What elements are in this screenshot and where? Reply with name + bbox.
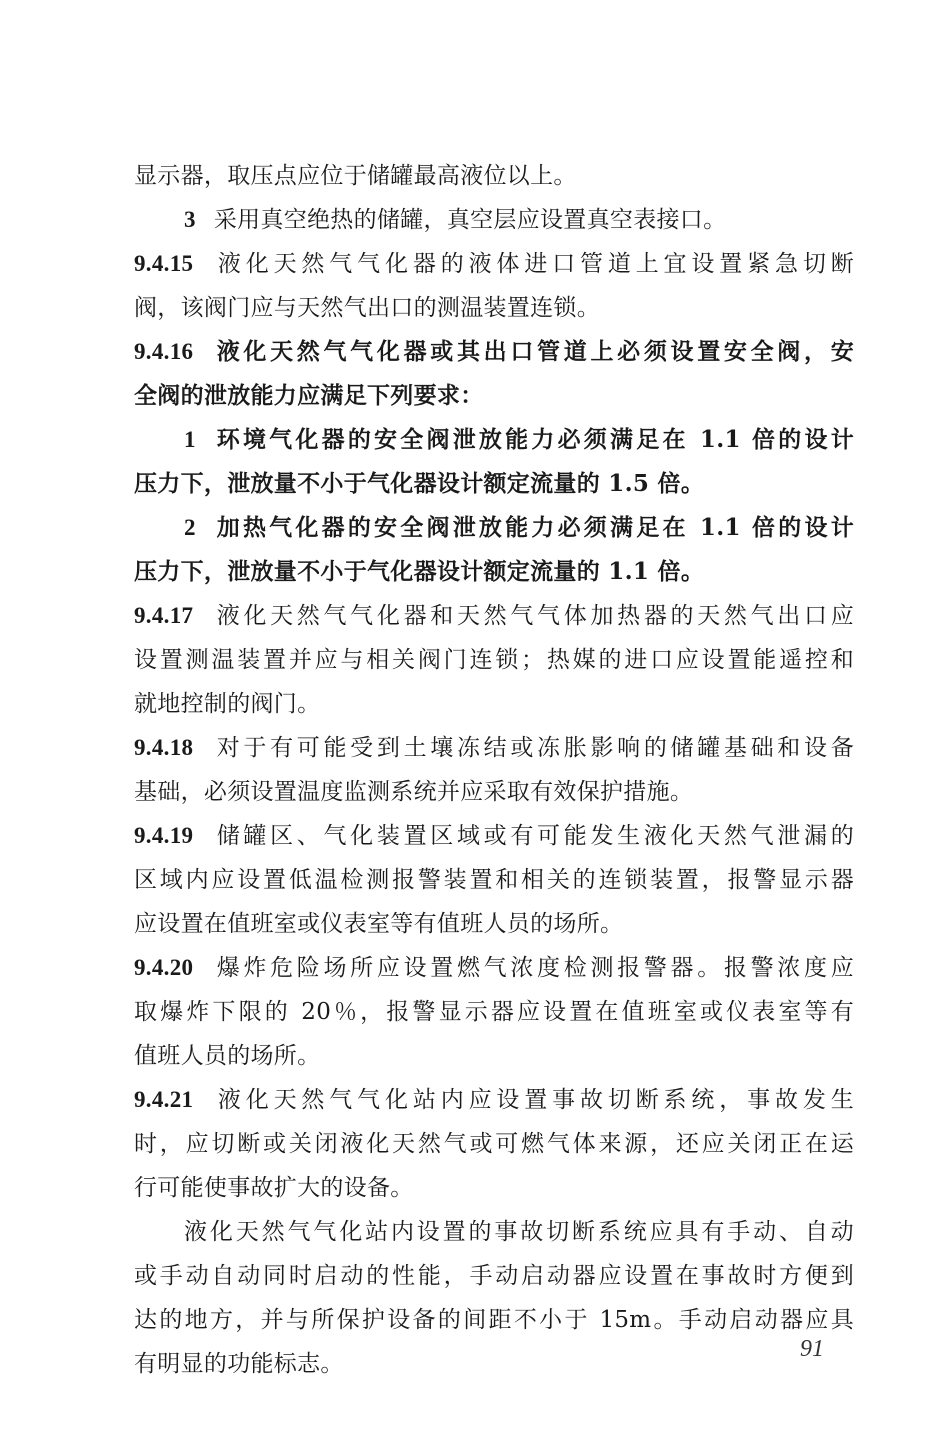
text-line: 加热气化器的安全阀泄放能力必须满足在 1.1 倍的设计 <box>213 514 854 541</box>
clause-number: 9.4.17 <box>134 603 194 628</box>
list-item-1 <box>134 418 854 462</box>
text-line: 达的地方，并与所保护设备的间距不小于 15m。手动启动器应具 <box>134 1307 854 1333</box>
text-line: 行可能使事故扩大的设备。 <box>134 1175 414 1201</box>
text-line: 基础，必须设置温度监测系统并应采取有效保护措施。 <box>134 779 694 805</box>
clause-number: 9.4.19 <box>134 823 194 848</box>
text-line: 值班人员的场所。 <box>134 1043 321 1069</box>
clause-9-4-20 <box>134 946 854 990</box>
text-line: 液化天然气气化器和天然气气体加热器的天然气出口应 <box>213 603 854 629</box>
text-line: 或手动自动同时启动的性能，手动启动器应设置在事故时方便到 <box>134 1263 854 1289</box>
text-line: 爆炸危险场所应设置燃气浓度检测报警器。报警浓度应 <box>213 955 854 981</box>
text-line: 储罐区、气化装置区域或有可能发生液化天然气泄漏的 <box>213 823 854 849</box>
clause-9-4-16 <box>134 330 854 374</box>
text-line: 液化天然气气化器或其出口管道上必须设置安全阀，安 <box>213 338 854 365</box>
text-line: 应设置在值班室或仪表室等有值班人员的场所。 <box>134 911 624 937</box>
clause-9-4-18 <box>134 726 854 770</box>
clause-9-4-17 <box>134 594 854 638</box>
list-item-3 <box>134 198 854 242</box>
text-line: 环境气化器的安全阀泄放能力必须满足在 1.1 倍的设计 <box>213 426 854 453</box>
clause-number: 9.4.15 <box>134 251 194 276</box>
clause-number: 9.4.16 <box>134 339 194 364</box>
text-line: 压力下，泄放量不小于气化器设计额定流量的 1.5 倍。 <box>134 470 705 497</box>
list-number: 2 <box>184 515 196 540</box>
clause-9-4-15 <box>134 242 854 286</box>
text-line: 压力下，泄放量不小于气化器设计额定流量的 1.1 倍。 <box>134 558 705 585</box>
text-line: 阀，该阀门应与天然气出口的测温装置连锁。 <box>134 295 600 321</box>
text-line: 采用真空绝热的储罐，真空层应设置真空表接口。 <box>213 207 727 233</box>
text-line: 全阀的泄放能力应满足下列要求： <box>134 382 484 409</box>
text-line: 设置测温装置并应与相关阀门连锁；热媒的进口应设置能遥控和 <box>134 647 854 673</box>
text-line: 有明显的功能标志。 <box>134 1351 344 1377</box>
text-line: 显示器，取压点应位于储罐最高液位以上。 <box>134 163 577 189</box>
list-number: 1 <box>184 427 196 452</box>
text-line: 对于有可能受到土壤冻结或冻胀影响的储罐基础和设备 <box>213 735 854 761</box>
clause-9-4-21 <box>134 1078 854 1122</box>
text-line: 液化天然气气化站内设置的事故切断系统应具有手动、自动 <box>184 1219 854 1245</box>
document-body <box>134 154 854 1386</box>
list-number: 3 <box>184 207 196 232</box>
text-line: 取爆炸下限的 20％，报警显示器应设置在值班室或仪表室等有 <box>134 999 854 1025</box>
text-line: 时，应切断或关闭液化天然气或可燃气体来源，还应关闭正在运 <box>134 1131 854 1157</box>
clause-number: 9.4.20 <box>134 955 194 980</box>
clause-number: 9.4.18 <box>134 735 194 760</box>
clause-9-4-19 <box>134 814 854 858</box>
list-item-2 <box>134 506 854 550</box>
text-line: 液化天然气气化站内应设置事故切断系统，事故发生 <box>213 1087 854 1113</box>
text-line: 液化天然气气化器的液体进口管道上宜设置紧急切断 <box>213 251 854 277</box>
page-number: 91 <box>800 1336 824 1362</box>
text-line: 就地控制的阀门。 <box>134 691 321 717</box>
text-line: 区域内应设置低温检测报警装置和相关的连锁装置，报警显示器 <box>134 867 854 893</box>
clause-number: 9.4.21 <box>134 1087 194 1112</box>
